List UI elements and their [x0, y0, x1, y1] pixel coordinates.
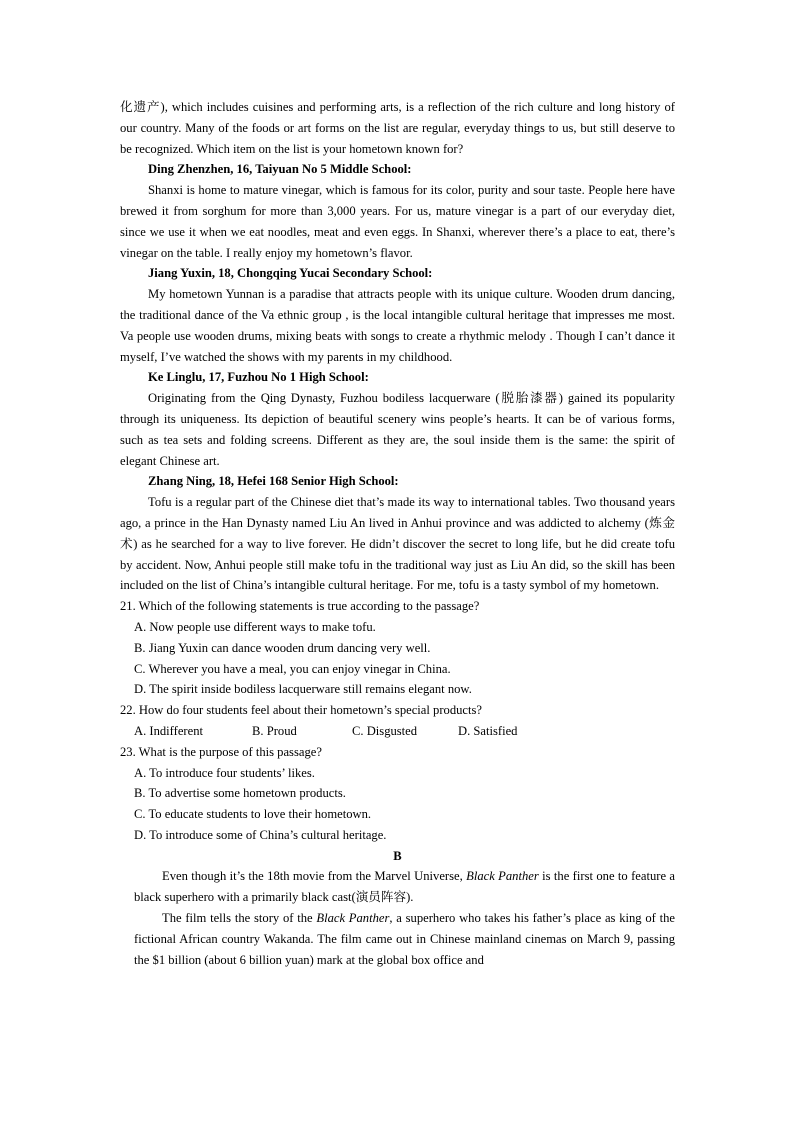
student-heading-1: Ding Zhenzhen, 16, Taiyuan No 5 Middle School:: [148, 162, 412, 177]
movie-title: Black Panther: [316, 911, 390, 926]
student-heading-3: Ke Linglu, 17, Fuzhou No 1 High School:: [148, 370, 369, 385]
section-b-label: B: [393, 848, 402, 863]
section-b-paragraph-1: [134, 866, 675, 908]
question-23-option-b: B. To advertise some hometown products.: [134, 786, 346, 801]
student-heading-4: Zhang Ning, 18, Hefei 168 Senior High School:: [148, 474, 399, 489]
question-21-option-c: C. Wherever you have a meal, you can enjoy vinegar in China.: [134, 661, 451, 676]
section-b-body: [134, 866, 675, 970]
section-b-p2-text-start: The film tells the story of the: [162, 911, 317, 926]
student-text-3: Originating from the Qing Dynasty, Fuzhou bodiless lacquerware (脱胎漆器) gained its popularity through its uniqueness. Its depiction of beautiful scenery wins people’s hearts. It can be of various forms, such as tea sets and folding screens. Different as they are, the soul inside them is the same: the spirit of elegant Chinese art.: [120, 391, 675, 468]
movie-title: Black Panther: [466, 869, 539, 884]
question-21-stem: 21. Which of the following statements is true according to the passage?: [120, 599, 480, 614]
student-text-2: My hometown Yunnan is a paradise that attracts people with its unique culture. Wooden drum dancing, the traditional dance of the Va ethnic group , is the local intangible cultural heritage that impresses me most. Va people use wooden drums, mixing beats with songs to create a rhythmic melody . Though I can’t dance it myself, I’ve watched the shows with my parents in my childhood.: [120, 287, 675, 364]
student-text-4: Tofu is a regular part of the Chinese diet that’s made its way to international tables. Two thousand years ago, a prince in the Han Dynasty named Liu An lived in Anhui province and was addicted to alchemy (炼金术) as he searched for a way to live forever. He didn’t discover the secret to long life, but he did create tofu by accident. Now, Anhui people still make tofu in the traditional way just as Liu An did, so the skill has been included on the list of China’s intangible cultural heritage. For me, tofu is a tasty symbol of my hometown.: [120, 495, 675, 593]
section-b-p1-text-end: is the first one to feature a black superhero with a primarily black cast(演员阵容).: [134, 869, 676, 905]
question-23-option-a: A. To introduce four students’ likes.: [134, 765, 315, 780]
section-b-p2-text-end: , a superhero who takes his father’s place as king of the fictional African country Wakanda. The film came out in Chinese mainland cinemas on March 9, passing the $1 billion (about 6 billion yuan) mark at the global box office and: [134, 911, 676, 967]
question-23-stem: 23. What is the purpose of this passage?: [120, 744, 322, 759]
student-heading-2: Jiang Yuxin, 18, Chongqing Yucai Secondary School:: [148, 266, 433, 281]
document-page: [120, 97, 675, 970]
question-22-stem: 22. How do four students feel about their hometown’s special products?: [120, 703, 482, 718]
question-21-option-a: A. Now people use different ways to make tofu.: [134, 619, 376, 634]
question-23-option-d: D. To introduce some of China’s cultural heritage.: [134, 827, 387, 842]
question-22-options: [134, 721, 675, 742]
question-22-option-d: D. Satisfied: [458, 723, 518, 738]
intro-paragraph: 化遗产), which includes cuisines and performing arts, is a reflection of the rich culture and long history of our country. Many of the foods or art forms on the list are regular, everyday things to us, but still deserve to be recognized. Which item on the list is your hometown known for?: [120, 100, 675, 156]
question-23-option-c: C. To educate students to love their hometown.: [134, 807, 372, 822]
question-21-option-d: D. The spirit inside bodiless lacquerware still remains elegant now.: [134, 682, 472, 697]
question-21-option-b: B. Jiang Yuxin can dance wooden drum dancing very well.: [134, 640, 431, 655]
question-22-option-c: C. Disgusted: [352, 723, 418, 738]
question-22-option-a: A. Indifferent: [134, 723, 204, 738]
student-text-1: Shanxi is home to mature vinegar, which is famous for its color, purity and sour taste. People here have brewed it from sorghum for more than 3,000 years. For us, mature vinegar is a part of our everyday diet, since we use it when we eat noodles, meat and even eggs. In Shanxi, wherever there’s a place to eat, there’s vinegar on the table. I really enjoy my hometown’s flavor.: [120, 183, 675, 260]
section-b-paragraph-2: [134, 908, 675, 970]
question-22-option-b: B. Proud: [252, 723, 297, 738]
section-b-p1-text-start: Even though it’s the 18th movie from the Marvel Universe,: [162, 869, 467, 884]
